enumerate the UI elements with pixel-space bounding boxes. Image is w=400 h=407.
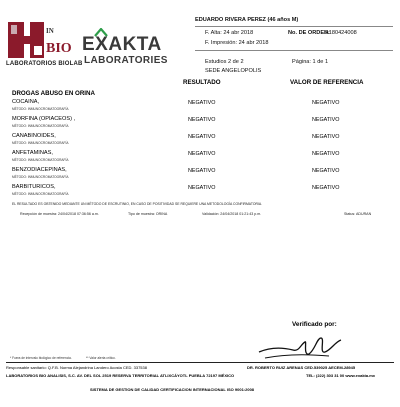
test-result: NEGATIVO [188, 100, 216, 106]
test-method: MÉTODO: INMUNOCROMATOGRAFÍA [12, 158, 69, 162]
alta-date: F. Alta: 24 abr 2018 [205, 30, 254, 36]
test-reference: NEGATIVO [312, 168, 340, 174]
doctor-signature-name: DR. ROBERTO RUIZ ARENAS CED.539025 AECEM-28945 [247, 365, 356, 370]
test-method: MÉTODO: INMUNOCROMATOGRAFÍA [12, 192, 69, 196]
test-name: BENZODIACEPINAS, [12, 167, 67, 173]
header-divider [195, 26, 393, 27]
quality-system: SISTEMA DE GESTION DE CALIDAD CERTIFICACION INTERNACIONAL ISO 9001:2008 [90, 387, 255, 392]
test-name: MORFINA (OPIACEOS) , [12, 116, 76, 122]
reception-time: Recepción de muestra: 24/04/2018 07:36:56 a.m. [20, 212, 99, 216]
order-number: A180424008 [325, 30, 357, 36]
biolab-logo-mark [6, 22, 80, 62]
test-name: BARBITURICOS, [12, 184, 56, 190]
table-row [12, 133, 392, 150]
test-result: NEGATIVO [188, 134, 216, 140]
reference-column-header: VALOR DE REFERENCIA [290, 79, 364, 86]
biolab-logo [6, 22, 83, 72]
page-count: Página: 1 de 1 [292, 59, 329, 65]
print-date: F. Impresión: 24 abr 2018 [205, 40, 269, 46]
footnote-critical: ** Valor alerta crítico. [86, 356, 116, 360]
test-reference: NEGATIVO [312, 100, 340, 106]
test-reference: NEGATIVO [312, 185, 340, 191]
signature-image [255, 328, 345, 364]
lab-address: LABORATORIOS BIO ANALISIS, S.C. AV. DEL SOL 2519 RESERVA TERRITORIAL ATLIXCÁYOTL PUEBLA 72197 MÉXICO [6, 373, 235, 378]
sede-label: SEDE ANGELOPOLIS [205, 68, 262, 74]
exakta-name: EXAKTA [82, 34, 162, 55]
validation-time: Validación: 24/04/2018 01:21:43 p.m. [202, 212, 262, 216]
screening-note: EL RESULTADO ES OBTENIDO MEDIANTE UN MÉTODO DE ESCRUTINIO, EN CASO DE POSITIVIDAD SE REQUIERE UNA METODOLOGÍA CONFIRMATORIA. [12, 202, 263, 206]
footer-divider [6, 362, 394, 363]
test-method: MÉTODO: INMUNOCROMATOGRAFÍA [12, 141, 69, 145]
table-row [12, 167, 392, 184]
order-label: No. DE ORDEN: [288, 30, 330, 36]
test-reference: NEGATIVO [312, 117, 340, 123]
patient-name: EDUARDO RIVERA PEREZ (46 años M) [195, 17, 299, 23]
lab-contact: TEL: (222) 303 31 00 www.exakta.mx [306, 373, 375, 378]
test-result: NEGATIVO [188, 185, 216, 191]
status: Status: ADURAN [344, 212, 372, 216]
sample-type: Tipo de muestra: ORINA [128, 212, 168, 216]
test-method: MÉTODO: INMUNOCROMATOGRAFÍA [12, 175, 69, 179]
test-name: COCAINA, [12, 99, 40, 105]
test-result: NEGATIVO [188, 168, 216, 174]
studies-count: Estudios 2 de 2 [205, 59, 244, 65]
table-row [12, 150, 392, 167]
result-column-header: RESULTADO [183, 79, 221, 86]
exakta-logo [82, 28, 172, 72]
test-name: ANFETAMINAS, [12, 150, 53, 156]
footnote-reference: * Fuera de intervalo biológico de referencia. [10, 356, 72, 360]
table-row [12, 184, 392, 201]
biolab-small-mark: IN [46, 27, 54, 35]
biolab-sub-label: LABORATORIOS BIOLAB [6, 61, 83, 67]
exakta-sub: LABORATORIES [84, 55, 168, 66]
verified-label: Verificado por: [292, 321, 337, 328]
test-name: CANABINOIDES, [12, 133, 56, 139]
biolab-wordmark: BIO [46, 41, 72, 56]
test-method: MÉTODO: INMUNOCROMATOGRAFÍA [12, 124, 69, 128]
section-title: DROGAS ABUSO EN ORINA [12, 90, 95, 97]
test-result: NEGATIVO [188, 117, 216, 123]
info-divider [195, 50, 393, 51]
test-method: MÉTODO: INMUNOCROMATOGRAFÍA [12, 107, 69, 111]
test-result: NEGATIVO [188, 151, 216, 157]
responsible-person: Responsable sanitario: Q.F.B. Norma Alejandrina Landero Acosta CED. 337538 [6, 365, 147, 370]
test-reference: NEGATIVO [312, 134, 340, 140]
table-row [12, 99, 392, 116]
table-row [12, 116, 392, 133]
test-reference: NEGATIVO [312, 151, 340, 157]
